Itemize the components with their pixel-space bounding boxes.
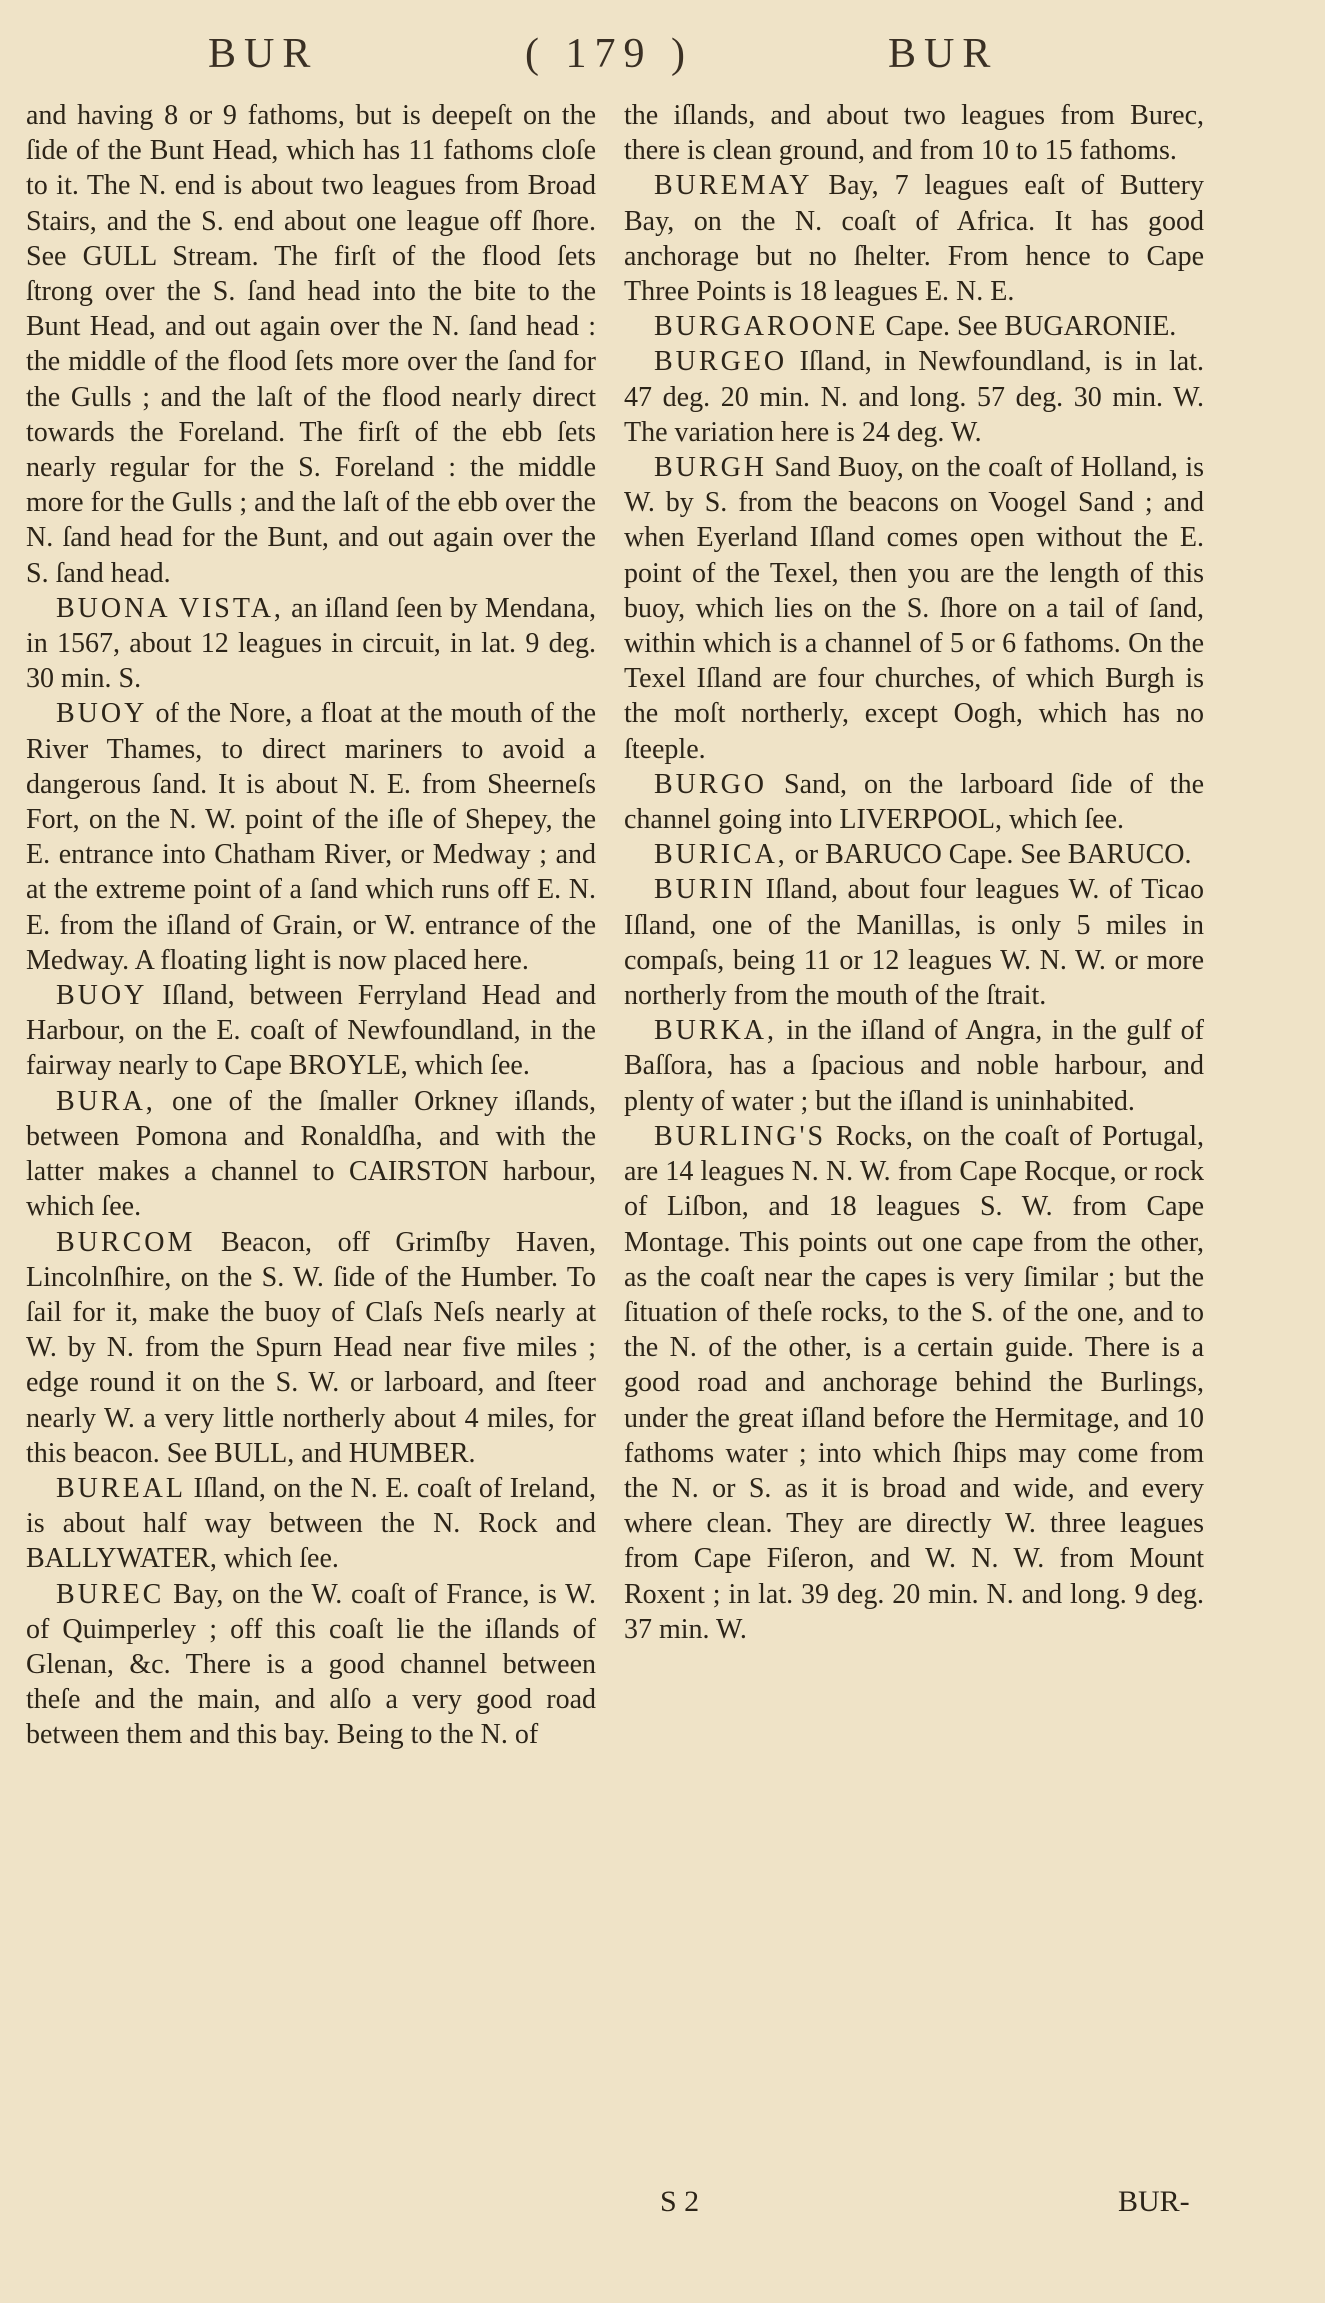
header-right: BUR [888, 31, 999, 77]
page-number: ( 179 ) [525, 31, 693, 77]
entry-paragraph: the iſlands, and about two leagues from Burec, there is clean ground, and from 10 to 15 fathoms. [624, 100, 1204, 167]
running-header [0, 22, 1325, 82]
entry-paragraph: BURLING'S Rocks, on the coaſt of Portugal, are 14 leagues N. N. W. from Cape Rocque, or rock of Liſbon, and 18 leagues S. W. from Cape Montage. This points out one cape from the other, as the coaſt near the capes is very ſimilar ; but the ſituation of theſe rocks, to the S. of the one, and to the N. of the other, is a certain guide. There is a good road and anchorage behind the Burlings, under the great iſland before the Hermitage, and 10 fathoms water ; into which ſhips may come from the N. or S. as it is broad and wide, and every where clean. They are directly W. three leagues from Cape Fiſeron, and W. N. W. from Mount Roxent ; in lat. 39 deg. 20 min. N. and long. 9 deg. 37 min. W. [624, 1120, 1205, 1645]
entry-headword: BUREAL [56, 1472, 186, 1504]
entry-headword: BUREC [56, 1578, 165, 1610]
entry-paragraph: BURKA, in the iſland of Angra, in the gulf of Baſſora, has a ſpacious and noble harbour, and plenty of water ; but the iſland is uninhabited. [624, 1015, 1204, 1117]
entry-headword: BUOY [56, 980, 148, 1012]
entry-headword: BURGH [654, 452, 768, 484]
entry-paragraph: BUOY of the Nore, a float at the mouth of the River Thames, to direct mariners to avoid a dangerous ſand. It is about N. E. from Sheerneſs Fort, on the N. W. point of the iſle of Shepey, the E. entrance into Chatham River, or Medway ; and at the extreme point of a ſand which runs off E. N. E. from the iſland of Grain, or W. entrance of the Medway. A floating light is now placed here. [26, 698, 596, 976]
entry-headword: BURA, [56, 1085, 156, 1117]
entry-headword: BURIN [654, 874, 757, 906]
entry-paragraph: BUREMAY Bay, 7 leagues eaſt of Buttery Bay, on the N. coaſt of Africa. It has good anchorage but no ſhelter. From hence to Cape Three Points is 18 leagues E. N. E. [624, 170, 1205, 308]
entry-headword: BURCOM [56, 1226, 196, 1258]
entry-headword: BURKA, [654, 1015, 778, 1047]
entry-paragraph: BUONA VISTA, an iſland ſeen by Mendana, in 1567, about 12 leagues in circuit, in lat. 9 deg. 30 min. S. [26, 592, 596, 695]
right-column [624, 98, 1204, 1647]
entry-headword: BUREMAY [654, 170, 813, 202]
header-left: BUR [208, 31, 319, 77]
entry-paragraph: BUOY Iſland, between Ferryland Head and Harbour, on the E. coaſt of Newfoundland, in the fairway nearly to Cape BROYLE, which ſee. [26, 980, 597, 1082]
entry-headword: BURICA, [654, 839, 788, 871]
catchword: BUR- [1118, 2185, 1190, 2218]
entry-paragraph: BUREAL Iſland, on the N. E. coaſt of Ireland, is about half way between the N. Rock and BALLYWATER, which ſee. [26, 1472, 596, 1575]
entry-headword: BUOY [56, 698, 148, 730]
entry-paragraph: BURIN Iſland, about four leagues W. of Ticao Iſland, one of the Manillas, is only 5 miles in compaſs, being 11 or 12 leagues W. N. W. or more northerly from the mouth of the ſtrait. [624, 874, 1204, 1012]
entry-paragraph: BURGEO Iſland, in Newfoundland, is in lat. 47 deg. 20 min. N. and long. 57 deg. 30 min. W. The variation here is 24 deg. W. [624, 346, 1204, 448]
entry-headword: BURGO [654, 768, 768, 800]
entry-paragraph: BURGH Sand Buoy, on the coaſt of Holland, is W. by S. from the beacons on Voogel Sand ; and when Eyerland Iſland comes open without the E. point of the Texel, then you are the length of this buoy, which lies on the S. ſhore on a tail of ſand, within which is a channel of 5 or 6 fathoms. On the Texel Iſland are four churches, of which Burgh is the moſt northerly, except Oogh, which has no ſteeple. [624, 452, 1205, 765]
entry-headword: BURLING'S [654, 1120, 827, 1152]
entry-headword: BURGAROONE [654, 311, 879, 343]
left-column [26, 98, 596, 1753]
entry-paragraph: BURGAROONE Cape. See BUGARONIE. [654, 311, 1177, 343]
entry-paragraph: and having 8 or 9 fathoms, but is deepeſt on the ſide of the Bunt Head, which has 11 fathoms cloſe to it. The N. end is about two leagues from Broad Stairs, and the S. end about one league off ſhore. See GULL Stream. The firſt of the flood ſets ſtrong over the S. ſand head into the bite to the Bunt Head, and out again over the N. ſand head : the middle of the flood ſets more over the ſand for the Gulls ; and the laſt of the flood nearly direct towards the Foreland. The firſt of the ebb ſets nearly regular for the S. Foreland : the middle more for the Gulls ; and the laſt of the ebb over the N. ſand head for the Bunt, and out again over the S. ſand head. [26, 100, 596, 589]
page-footer [0, 2185, 1325, 2225]
entry-paragraph: BURA, one of the ſmaller Orkney iſlands, between Pomona and Ronaldſha, and with the latter makes a channel to CAIRSTON harbour, which ſee. [26, 1085, 596, 1223]
entry-paragraph: BUREC Bay, on the W. coaſt of France, is W. of Quimperley ; off this coaſt lie the iſlands of Glenan, &c. There is a good channel between theſe and the main, and alſo a very good road between them and this bay. Being to the N. of [26, 1578, 596, 1751]
entry-headword: BUONA VISTA, [56, 592, 284, 624]
signature-mark: S 2 [660, 2185, 700, 2218]
entry-paragraph: BURICA, or BARUCO Cape. See BARUCO. [654, 839, 1192, 871]
entry-headword: BURGEO [654, 346, 788, 378]
entry-paragraph: BURCOM Beacon, off Grimſby Haven, Lincolnſhire, on the S. W. ſide of the Humber. To ſail for it, make the buoy of Claſs Neſs nearly at W. by N. from the Spurn Head near five miles ; edge round it on the S. W. or larboard, and ſteer nearly W. a very little northerly about 4 miles, for this beacon. See BULL, and HUMBER. [26, 1226, 596, 1469]
entry-paragraph: BURGO Sand, on the larboard ſide of the channel going into LIVERPOOL, which ſee. [624, 768, 1204, 836]
